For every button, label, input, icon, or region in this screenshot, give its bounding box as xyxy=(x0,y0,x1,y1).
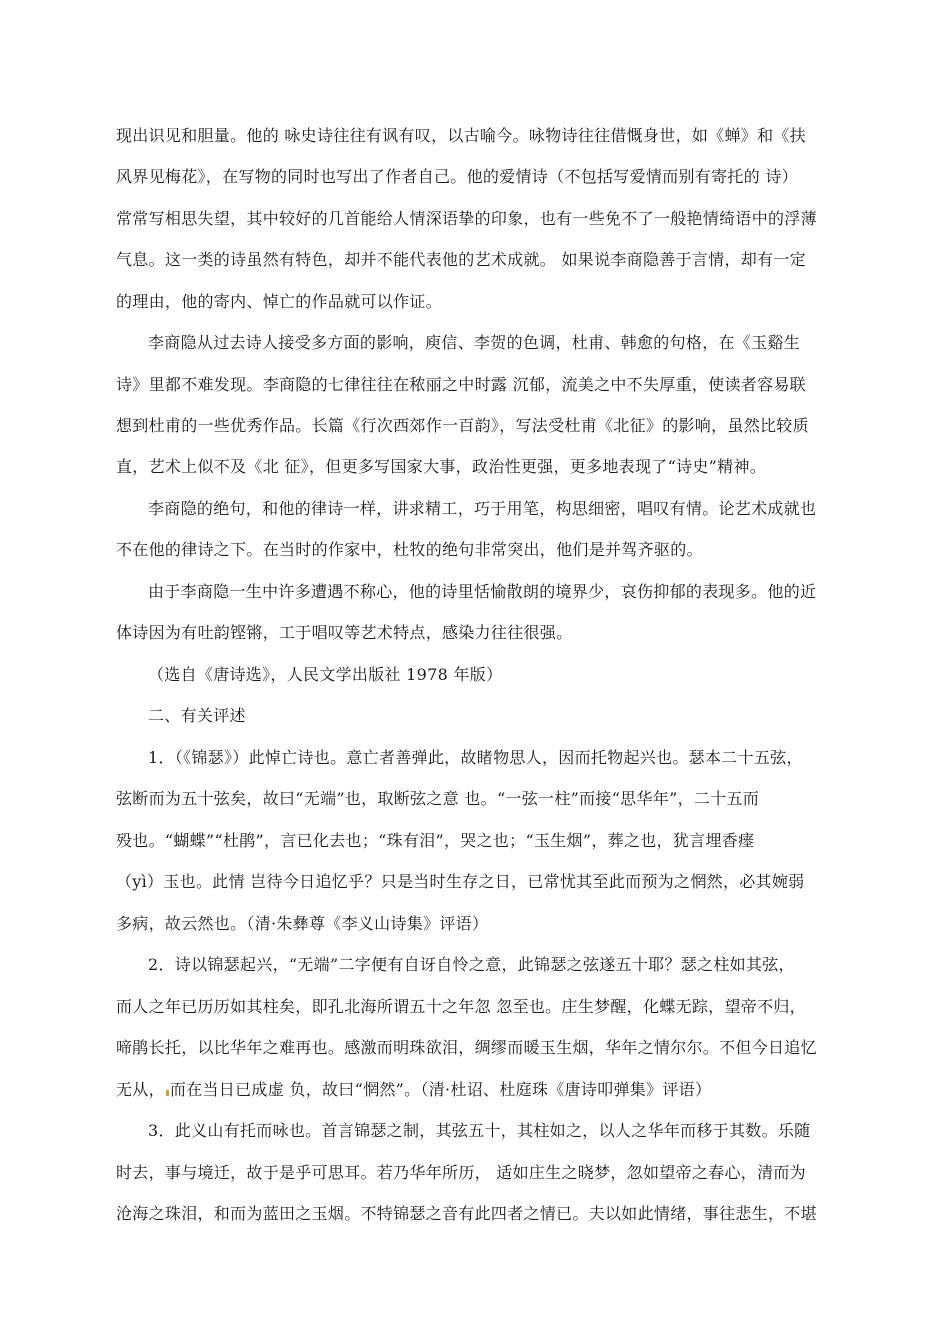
text-line: 常常写相思失望，其中较好的几首能给人情深语挚的印象，也有一些免不了一般艳情绮语中的浮薄 xyxy=(116,209,817,228)
text-line: 多病，故云然也。（清·朱彝尊《李义山诗集》评语） xyxy=(116,914,489,933)
text-line: 诗》里都不难发现。李商隐的七律往往在秾丽之中时露 沉郁，流美之中不失厚重，使读者容易联 xyxy=(116,375,806,394)
paragraph-first-line: 李商隐的绝句，和他的律诗一样，讲求精工，巧于用笔，构思细密，唱叹有情。论艺术成就也 xyxy=(148,499,817,518)
source-citation: （选自《唐诗选》，人民文学出版社 1978 年版） xyxy=(148,665,503,684)
paragraph-first-line: 3．此义山有托而咏也。首言锦瑟之制，其弦五十，其柱如之，以人之华年而移于其数。乐随 xyxy=(148,1121,811,1140)
paragraph-first-line: 李商隐从过去诗人接受多方面的影响，庾信、李贺的色调，杜甫、韩愈的句格，在《玉谿生 xyxy=(148,333,801,352)
text-line: 想到杜甫的一些优秀作品。长篇《行次西郊作一百韵》，写法受杜甫《北征》的影响，虽然比较质 xyxy=(116,416,809,435)
text-line: 啼鹃长托，以比华年之难再也。感激而明珠欲泪，绸缪而暖玉生烟，华年之情尔尔。不但今日追忆 xyxy=(116,1038,817,1057)
text-line: 殁也。“蝴蝶”“杜鹃”，言已化去也；“珠有泪”，哭之也；“玉生烟”，葬之也，犹言埋香瘗 xyxy=(116,831,755,850)
text-line: 气息。这一类的诗虽然有特色，却并不能代表他的艺术成就。 如果说李商隐善于言情，却有一定 xyxy=(116,250,806,269)
paragraph-first-line: 2．诗以锦瑟起兴，“无端”二字便有自讶自怜之意，此锦瑟之弦遂五十耶？瑟之柱如其弦， xyxy=(148,955,795,974)
text-line xyxy=(116,1080,838,1100)
text-line: 现出识见和胆量。他的 咏史诗往往有讽有叹，以古喻今。咏物诗往往借慨身世，如《蝉》和《扶 xyxy=(116,126,806,145)
paragraph-first-line: 1．（《锦瑟》）此悼亡诗也。意亡者善弹此，故睹物思人，因而托物起兴也。瑟本二十五弦， xyxy=(148,748,803,767)
text-line: 时去，事与境迁，故于是乎可思耳。若乃华年所历， 适如庄生之晓梦，忽如望帝之春心，清而为 xyxy=(116,1163,806,1182)
text-line: 体诗因为有吐韵铿锵，工于唱叹等艺术特点，感染力往往很强。 xyxy=(116,623,573,642)
paragraph-first-line: 由于李商隐一生中许多遭遇不称心，他的诗里恬愉散朗的境界少，哀伤抑郁的表现多。他的近 xyxy=(148,582,817,601)
highlight-mark xyxy=(166,1090,169,1096)
text-line: 沧海之珠泪，和而为蓝田之玉烟。不特锦瑟之音有此四者之情已。夫以如此情绪，事往悲生，不堪 xyxy=(116,1204,817,1223)
text-line: 而人之年已历历如其柱矣，即孔北海所谓五十之年忽 忽至也。庄生梦醒，化蝶无踪，望帝不归， xyxy=(116,997,806,1016)
text-line: （yì）玉也。此情 岂待今日追忆乎？只是当时生存之日，已常忧其至此而预为之惘然，必其婉弱 xyxy=(116,872,805,891)
text-line: 不在他的律诗之下。在当时的作家中，杜牧的绝句非常突出，他们是并驾齐驱的。 xyxy=(116,540,703,559)
text-line: 的理由，他的寄内、悼亡的作品就可以作证。 xyxy=(116,292,443,311)
text-line: 直，艺术上似不及《北 征》，但更多写国家大事，政治性更强，更多地表现了“诗史”精神。 xyxy=(116,457,767,476)
text-line: 弦断而为五十弦矣，故曰“无端”也，取断弦之意 也。“一弦一柱”而接“思华年”，二十五而 xyxy=(116,789,760,808)
text-fragment: 而在当日已成虚 负，故曰“惘然”。（清·杜诏、杜庭珠《唐诗叩弹集》评语） xyxy=(169,1080,712,1099)
text-line: 风界见梅花》，在写物的同时也写出了作者自己。他的爱情诗（不包括写爱情而别有寄托的 诗） xyxy=(116,167,798,186)
section-heading: 二、有关评述 xyxy=(148,706,246,725)
text-fragment: 无从， xyxy=(116,1080,165,1099)
